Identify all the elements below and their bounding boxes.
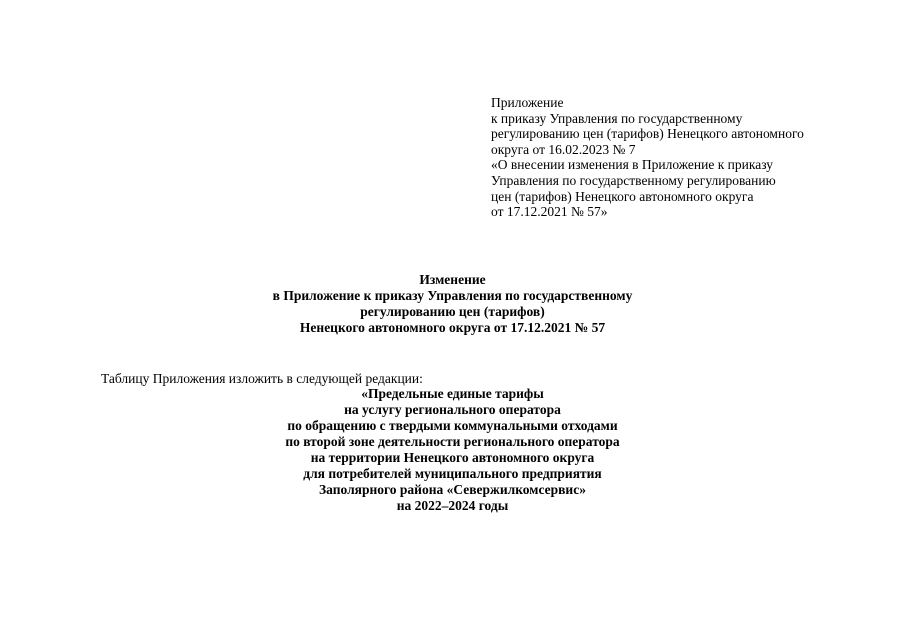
annex-line: от 17.12.2021 № 57» — [491, 204, 608, 220]
change-heading-line: Ненецкого автономного округа от 17.12.2021 № 57 — [299, 320, 606, 335]
change-heading — [0, 272, 905, 336]
intro-text: Таблицу Приложения изложить в следующей редакции: — [101, 371, 423, 386]
table-title-line: на территории Ненецкого автономного округа — [310, 450, 595, 465]
table-title-line: Заполярного района «Севержилкомсервис» — [319, 482, 586, 497]
annex-line: цен (тарифов) Ненецкого автономного округа — [491, 188, 754, 204]
table-title-line: по второй зоне деятельности регионального оператора — [285, 434, 620, 449]
annex-line: к приказу Управления по государственному — [491, 110, 743, 126]
table-title-line: на услугу регионального оператора — [344, 402, 561, 417]
table-title-line: на 2022–2024 годы — [396, 498, 509, 513]
annex-line: округа от 16.02.2023 № 7 — [491, 141, 636, 157]
annex-reference-block — [491, 95, 891, 220]
table-title — [0, 386, 905, 514]
table-title-line: по обращению с твердыми коммунальными отходами — [287, 418, 618, 433]
table-title-line: «Предельные единые тарифы — [361, 386, 544, 401]
change-heading-line: Изменение — [419, 272, 486, 287]
change-heading-line: регулированию цен (тарифов) — [360, 304, 545, 319]
annex-line: Приложение — [491, 95, 564, 110]
change-heading-line: в Приложение к приказу Управления по государственному — [272, 288, 633, 303]
annex-line: «О внесении изменения в Приложение к приказу — [491, 157, 774, 173]
annex-line: регулированию цен (тарифов) Ненецкого автономного — [491, 126, 804, 142]
table-title-line: для потребителей муниципального предприятия — [303, 466, 602, 481]
annex-line: Управления по государственному регулированию — [491, 172, 776, 188]
